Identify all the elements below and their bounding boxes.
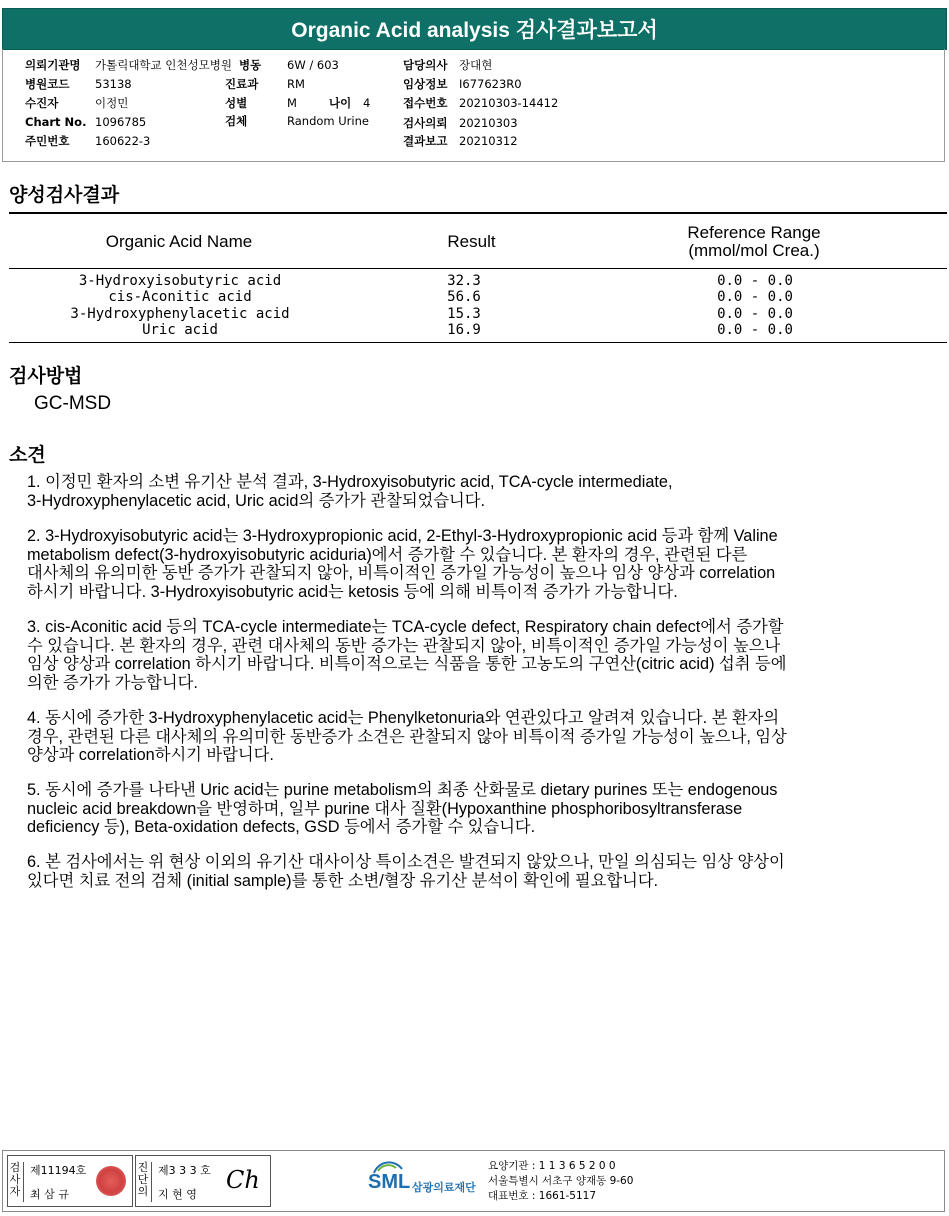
finding-line: 있다면 치료 전의 검체 (initial sample)를 통한 소변/혈장 유기산 분석이 확인에 필요합니다. xyxy=(27,871,659,890)
org-code: 요양기관 : 1 1 3 6 5 2 0 0 xyxy=(488,1160,616,1172)
reviewer-sign-box xyxy=(135,1155,271,1207)
patient-info-box xyxy=(2,49,945,162)
hospital-code-field xyxy=(25,76,132,92)
reference-cell: 0.0 - 0.0 xyxy=(717,306,793,322)
chart-no-field xyxy=(25,115,146,129)
doctor-value: 장대현 xyxy=(459,58,493,72)
result-cell: 32.3 xyxy=(447,273,481,289)
sex-field xyxy=(225,95,297,111)
age-label: 나이 xyxy=(329,96,352,110)
sml-logo-text: SML xyxy=(368,1171,411,1193)
reference-cell: 0.0 - 0.0 xyxy=(717,322,793,338)
report-title: Organic Acid analysis 검사결과보고서 xyxy=(2,8,947,50)
report-date-field xyxy=(403,133,518,149)
finding-line: 수 있습니다. 본 환자의 경우, 관련 대사체의 동반 증가는 관찰되지 않아, 비특이적인 증가일 가능성이 높으나 xyxy=(27,636,781,655)
inspector-seal xyxy=(96,1166,126,1196)
request-date-label: 검사의뢰 xyxy=(403,116,448,130)
acid-name-cell: 3-Hydroxyisobutyric acid xyxy=(78,273,282,289)
col-header-reference xyxy=(654,224,854,260)
table-bottom-rule xyxy=(9,342,947,343)
col-header-result: Result xyxy=(447,232,496,251)
age-field xyxy=(329,95,370,111)
institution-field xyxy=(25,57,232,73)
col-header-name: Organic Acid Name xyxy=(105,232,253,251)
reviewer-name: 지 현 영 xyxy=(158,1188,197,1201)
org-phone: 대표번호 : 1661-5117 xyxy=(488,1190,597,1202)
clinical-info-value: I677623R0 xyxy=(459,77,522,91)
finding-paragraph-6 xyxy=(27,853,932,890)
acid-name-cell: Uric acid xyxy=(142,322,218,338)
resident-no-label: 주민번호 xyxy=(25,134,70,148)
table-row xyxy=(9,273,947,290)
inspector-name: 최 삼 규 xyxy=(30,1188,69,1201)
specimen-value: Random Urine xyxy=(287,114,369,128)
finding-line: nucleic acid breakdown을 반영하며, 일부 purine 대사 질환(Hypoxanthine phosphoribosyltransferase xyxy=(27,799,743,818)
table-row xyxy=(9,322,947,339)
receipt-label: 접수번호 xyxy=(403,96,448,110)
request-date-value: 20210303 xyxy=(459,116,518,130)
acid-name-cell: cis-Aconitic acid xyxy=(108,289,252,305)
dept-label: 진료과 xyxy=(225,77,259,91)
finding-paragraph-5 xyxy=(27,781,932,837)
hospital-code-value: 53138 xyxy=(95,77,132,91)
finding-line: 의한 증가가 가능합니다. xyxy=(27,673,198,692)
inspector-sign-box xyxy=(7,1155,133,1207)
report-date-label: 결과보고 xyxy=(403,134,448,148)
resident-no-value: 160622-3 xyxy=(95,134,151,148)
clinical-info-field xyxy=(403,76,522,92)
findings-heading: 소견 xyxy=(9,444,46,466)
positive-results-heading: 양성검사결과 xyxy=(9,184,120,206)
patient-label: 수진자 xyxy=(25,96,59,110)
sex-value: M xyxy=(287,96,297,110)
finding-line: 3-Hydroxyphenylacetic acid, Uric acid의 증가가 관찰되었습니다. xyxy=(27,491,486,510)
reviewer-signature: Ch xyxy=(226,1166,260,1194)
finding-line: 1. 이정민 환자의 소변 유기산 분석 결과, 3-Hydroxyisobutyric acid, TCA-cycle intermediate, xyxy=(27,473,673,491)
ward-value: 6W / 603 xyxy=(287,58,339,72)
finding-line: 대사체의 유의미한 동반 증가가 관찰되지 않아, 비특이적인 증가일 가능성이 높으나 임상 양상과 correlation xyxy=(27,564,776,582)
result-cell: 15.3 xyxy=(447,306,481,322)
institution-value: 가톨릭대학교 인천성모병원 xyxy=(95,58,232,72)
result-cell: 56.6 xyxy=(447,289,481,305)
inspector-label-text: 검사자 xyxy=(9,1161,21,1198)
reviewer-label xyxy=(137,1162,152,1202)
table-row xyxy=(9,306,947,323)
finding-line: 임상 양상과 correlation 하시기 바랍니다. 비특이적으로는 식품을 통한 고농도의 구연산(citric acid) 섭취 등에 xyxy=(27,655,787,673)
inspector-label xyxy=(9,1162,24,1202)
finding-line: 6. 본 검사에서는 위 현상 이외의 유기산 대사이상 특이소견은 발견되지 않았으나, 만일 의심되는 임상 양상이 xyxy=(27,853,785,871)
reviewer-license: 제3 3 3 호 xyxy=(158,1164,211,1177)
resident-no-field xyxy=(25,133,150,149)
finding-paragraph-2 xyxy=(27,527,932,601)
ward-label: 병동 xyxy=(239,58,262,72)
org-address: 서울특별시 서초구 양재동 9-60 xyxy=(488,1175,634,1187)
dept-field xyxy=(225,76,305,92)
acid-name-cell: 3-Hydroxyphenylacetic acid xyxy=(70,306,290,322)
request-date-field xyxy=(403,115,518,131)
finding-line: 4. 동시에 증가한 3-Hydroxyphenylacetic acid는 Phenylketonuria와 연관있다고 알려져 있습니다. 본 환자의 xyxy=(27,709,780,727)
doctor-label: 담당의사 xyxy=(403,58,448,72)
finding-line: 양상과 correlation하시기 바랍니다. xyxy=(27,746,274,764)
chart-no-label: Chart No. xyxy=(25,115,87,129)
finding-line: metabolism defect(3-hydroxyisobutyric aciduria)에서 증가할 수 있습니다. 본 환자의 경우, 관련된 다른 xyxy=(27,545,748,564)
receipt-value: 20210303-14412 xyxy=(459,96,559,110)
col-header-reference-title: Reference Range xyxy=(687,223,821,242)
hospital-code-label: 병원코드 xyxy=(25,77,70,91)
table-row xyxy=(9,289,947,306)
finding-line: 경우, 관련된 다른 대사체의 유의미한 동반증가 소견은 관찰되지 않아 비특이적 증가일 가능성이 높으나, 임상 xyxy=(27,727,787,746)
patient-value: 이정민 xyxy=(95,96,129,110)
reviewer-label-text: 진단의 xyxy=(137,1161,149,1198)
finding-line: 3. cis-Aconitic acid 등의 TCA-cycle intermediate는 TCA-cycle defect, Respiratory chain defect에서 증가할 xyxy=(27,618,784,636)
finding-paragraph-1 xyxy=(27,473,932,510)
chart-no-value: 1096785 xyxy=(95,115,147,129)
method-heading: 검사방법 xyxy=(9,365,83,387)
finding-paragraph-4 xyxy=(27,709,932,765)
specimen-label: 검체 xyxy=(225,114,248,128)
reference-cell: 0.0 - 0.0 xyxy=(717,289,793,305)
patient-field xyxy=(25,95,128,111)
sex-label: 성별 xyxy=(225,96,248,110)
doctor-field xyxy=(403,57,492,73)
finding-line: 5. 동시에 증가를 나타낸 Uric acid는 purine metabolism의 최종 산화물로 dietary purines 또는 endogenous xyxy=(27,781,778,799)
org-contact-info xyxy=(488,1159,633,1204)
reference-cell: 0.0 - 0.0 xyxy=(717,273,793,289)
result-cell: 16.9 xyxy=(447,322,481,338)
finding-line: 하시기 바랍니다. 3-Hydroxyisobutyric acid는 ketosis 등에 의해 비특이적 증가가 가능합니다. xyxy=(27,582,678,601)
receipt-field xyxy=(403,95,558,111)
table-header-rule xyxy=(9,268,947,269)
table-top-rule xyxy=(9,212,947,214)
sml-logo xyxy=(368,1159,476,1203)
finding-paragraph-3 xyxy=(27,618,932,692)
col-header-reference-unit: (mmol/mol Crea.) xyxy=(688,241,820,260)
ward-field xyxy=(239,57,339,73)
clinical-info-label: 임상정보 xyxy=(403,77,448,91)
specimen-field xyxy=(225,113,369,129)
inspector-license: 제11194호 xyxy=(30,1164,87,1177)
institution-label: 의뢰기관명 xyxy=(25,58,81,72)
finding-line: 2. 3-Hydroxyisobutyric acid는 3-Hydroxypropionic acid, 2-Ethyl-3-Hydroxypropionic acid 등과 함께 Valine xyxy=(27,527,778,545)
dept-value: RM xyxy=(287,77,305,91)
method-value: GC-MSD xyxy=(34,393,112,414)
report-footer xyxy=(2,1150,945,1212)
age-value: 4 xyxy=(363,96,371,110)
finding-line: deficiency 등), Beta-oxidation defects, GSD 등에서 증가할 수 있습니다. xyxy=(27,818,536,836)
foundation-name: 삼광의료재단 xyxy=(412,1181,476,1194)
report-date-value: 20210312 xyxy=(459,134,518,148)
